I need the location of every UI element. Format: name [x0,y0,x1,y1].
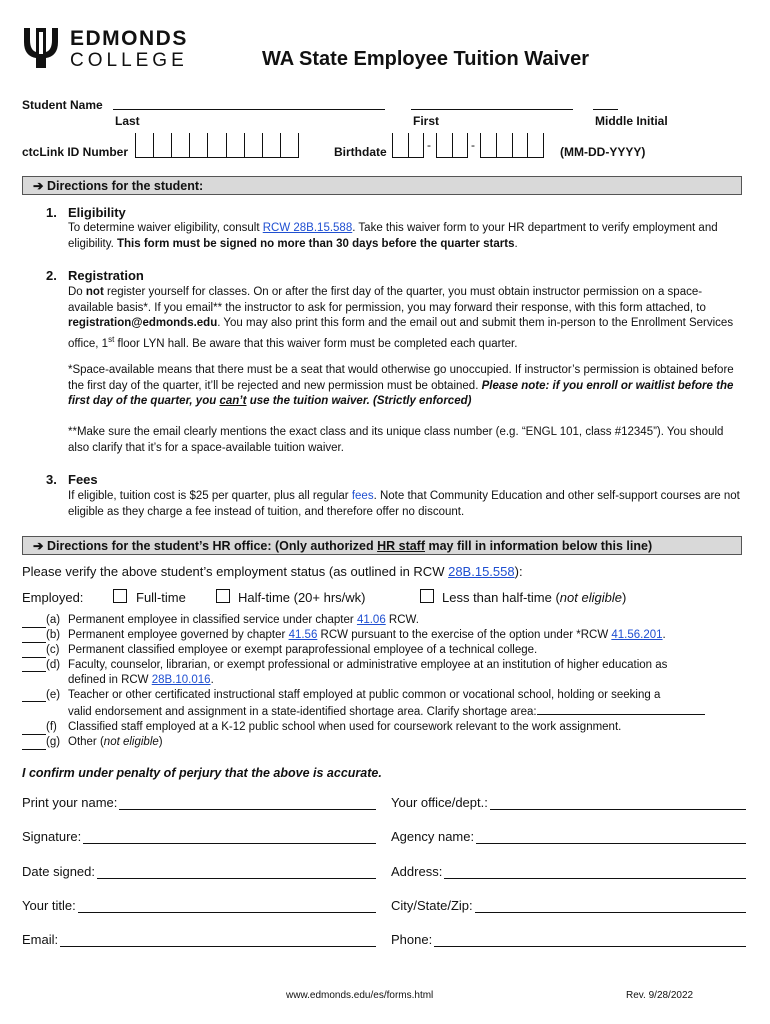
ctclink-id-field[interactable] [135,133,299,158]
address-field[interactable] [444,878,746,879]
criterion-d-blank[interactable] [22,658,46,672]
footer-url: www.edmonds.edu/es/forms.html [286,990,434,1001]
verify-instruction: Please verify the above student’s employment status (as outlined in RCW 28B.15.558): [22,564,523,579]
registration-number: 2. [46,268,57,283]
your-title-field[interactable] [78,912,376,913]
title-row: Your title: [22,897,376,913]
agency-name-row: Agency name: [391,828,746,844]
first-name-field[interactable] [411,109,573,110]
less-than-half-time-label: Less than half-time (not eligible) [442,590,627,605]
ctclink-label: ctcLink ID Number [22,145,129,159]
rcw-41-06-link[interactable]: 41.06 [356,614,386,626]
criteria-list [22,613,746,750]
phone-field[interactable] [434,946,746,947]
criterion-e-blank[interactable] [22,688,46,702]
last-name-field[interactable] [113,109,385,110]
fees-link[interactable]: fees [351,490,374,502]
student-directions-header: ➔ Directions for the student: [22,176,742,195]
birthdate-dash-1: - [427,138,431,152]
address-row: Address: [391,863,746,879]
criterion-b: (b) Permanent employee governed by chapter 41.56 RCW pursuant to the exercise of the option under *RCW 41.56.201. [22,628,746,643]
criterion-g: (g) Other (not eligible) [22,735,746,750]
office-dept-row: Your office/dept.: [391,794,746,810]
half-time-checkbox[interactable] [216,589,230,603]
email-field[interactable] [60,946,376,947]
first-label: First [413,114,440,128]
half-time-label: Half-time (20+ hrs/wk) [238,590,366,605]
city-state-zip-row: City/State/Zip: [391,897,746,913]
email-note: **Make sure the email clearly mentions the exact class and its unique class number (e.g. “ENGL 101, class #12345”). You should also clarify that it’s for a space-available tuition waiver. [68,426,724,454]
office-dept-field[interactable] [490,809,746,810]
rcw-28b10016-link[interactable]: 28B.10.016 [151,674,211,686]
fees-title: Fees [68,472,98,487]
eligibility-text: To determine waiver eligibility, consult RCW 28B.15.588. Take this waiver form to your HR department to verify employment and eligibility. This form must be signed no more than 30 days before the quarter starts. [68,222,718,250]
edmonds-trident-logo-icon [22,26,60,68]
print-name-field[interactable] [119,809,376,810]
criterion-a: (a) Permanent employee in classified service under chapter 41.06 RCW. [22,613,746,628]
criterion-f: (f) Classified staff employed at a K-12 public school when used for coursework relevant to the work assignment. [22,720,746,735]
date-format-label: (MM-DD-YYYY) [560,145,646,159]
criterion-c: (c) Permanent classified employee or exempt paraprofessional employee of a technical college. [22,643,746,658]
date-signed-row: Date signed: [22,863,376,879]
signature-row: Signature: [22,828,376,844]
fees-text: If eligible, tuition cost is $25 per quarter, plus all regular fees. Note that Community Education and other self-support courses are not eligible as they charge a fee instead of tuition, and therefore offer no discount. [68,490,740,518]
city-state-zip-field[interactable] [475,912,746,913]
agency-name-field[interactable] [476,843,746,844]
phone-row: Phone: [391,931,746,947]
criterion-d: (d) Faculty, counselor, librarian, or exempt professional or administrative employee at an institution of higher education as defined in RCW 28B.10.016. [22,658,746,688]
criterion-e: (e) Teacher or other certificated instructional staff employed at public common or vocational school, holding or seeking a valid endorsement and assignment in a state-identified shortage area. Clarify shortage area: [22,688,746,720]
full-time-label: Full-time [136,590,186,605]
email-row: Email: [22,931,376,947]
hr-directions-header: ➔ Directions for the student’s HR office: (Only authorized HR staff may fill in information below this line) [22,536,742,555]
fees-number: 3. [46,472,57,487]
space-available-note: *Space-available means that there must be a seat that would otherwise go unoccupied. If instructor’s permission is obtained before the first day of the quarter, it’ll be rejected and new permission must be obtained. Please note: if you enroll or waitlist before the first day of the quarter, you can’t use the tuition waiver. (Strictly enforced) [68,364,734,407]
registration-title: Registration [68,268,144,283]
criterion-a-blank[interactable] [22,613,46,628]
logo-edmonds: EDMONDS [70,27,188,50]
shortage-area-field[interactable] [537,703,705,715]
student-name-label: Student Name [22,98,103,112]
perjury-confirmation: I confirm under penalty of perjury that the above is accurate. [22,766,382,780]
criterion-c-blank[interactable] [22,643,46,658]
last-label: Last [115,114,140,128]
birthdate-field[interactable] [392,133,544,157]
rcw-41-56-201-link[interactable]: 41.56.201 [611,629,663,641]
criterion-f-blank[interactable] [22,720,46,735]
page-title: WA State Employee Tuition Waiver [262,48,590,70]
less-than-half-time-checkbox[interactable] [420,589,434,603]
rcw-41-56-link[interactable]: 41.56 [288,629,318,641]
rcw-28b15558-link[interactable]: 28B.15.558 [448,564,515,579]
signature-field[interactable] [83,843,376,844]
full-time-checkbox[interactable] [113,589,127,603]
footer-revision: Rev. 9/28/2022 [626,990,694,1001]
eligibility-title: Eligibility [68,205,126,220]
registration-email[interactable]: registration@edmonds.edu [68,317,218,329]
rcw-28b15588-link[interactable]: RCW 28B.15.588 [262,222,353,234]
criterion-g-blank[interactable] [22,735,46,750]
middle-initial-field[interactable] [593,109,618,110]
birthdate-dash-2: - [471,138,475,152]
registration-text: Do not register yourself for classes. On or after the first day of the quarter, you must obtain instructor permission on a space-available basis*. If you email** the instructor to ask for permission, you may forward their response, with this form attached, to registration@edmonds.edu. You may also print this form and the email out and submit them in-person to the Enrollment Services office, 1st floor LYN hall. Be aware that this waiver form must be completed each quarter. [68,286,734,350]
date-signed-field[interactable] [97,878,376,879]
print-name-row: Print your name: [22,794,376,810]
birthdate-label: Birthdate [334,145,387,159]
eligibility-number: 1. [46,205,57,220]
arrow-right-icon: ➔ [33,179,44,193]
employed-label: Employed: [22,590,84,605]
middle-initial-label: Middle Initial [595,114,668,128]
arrow-right-icon: ➔ [33,539,44,553]
criterion-b-blank[interactable] [22,628,46,643]
logo-college: COLLEGE [70,50,188,71]
